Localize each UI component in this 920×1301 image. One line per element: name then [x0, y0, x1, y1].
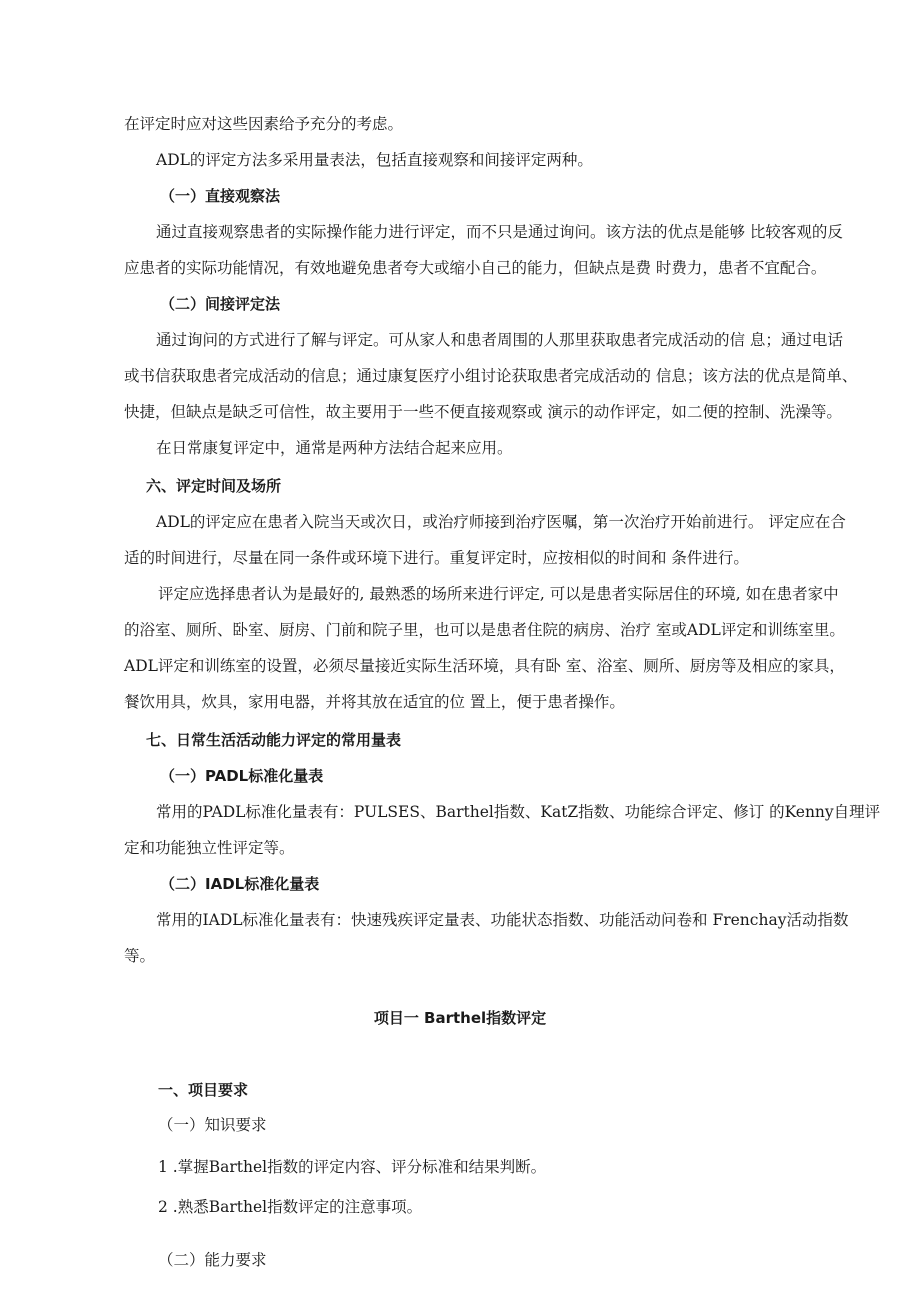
paragraph-text: ADL的评定应在患者入院当天或次日，或治疗师接到治疗医嘱，第一次治疗开始前进行。 评定应在合 [156, 513, 846, 531]
paragraph-text: 适的时间进行，尽量在同一条件或环境下进行。重复评定时，应按相似的时间和 条件进行。 [124, 549, 749, 567]
paragraph-text: ADL评定和训练室的设置，必须尽量接近实际生活环境，具有卧 室、浴室、厕所、厨房等及相应的家具， [124, 657, 845, 675]
paragraph-text: 常用的IADL标准化量表有：快速残疾评定量表、功能状态指数、功能活动问卷和 Frenchay活动指数 [156, 911, 849, 929]
section-heading: 七、日常生活活动能力评定的常用量表 [146, 731, 402, 749]
paragraph-text: 常用的PADL标准化量表有：PULSES、Barthel指数、KatZ指数、功能综合评定、修订 的Kenny自理评 [156, 803, 881, 821]
section-heading: （一）PADL标准化量表 [160, 767, 324, 785]
paragraph-text: 评定应选择患者认为是最好的, 最熟悉的场所来进行评定, 可以是患者实际居住的环境, 如在患者家中 [158, 585, 839, 603]
list-item: 1 .掌握Barthel指数的评定内容、评分标准和结果判断。 [158, 1158, 547, 1176]
paragraph-text: 应患者的实际功能情况，有效地避免患者夸大或缩小自己的能力，但缺点是费 时费力，患者不宜配合。 [124, 259, 827, 277]
section-heading: 一、项目要求 [158, 1081, 249, 1099]
section-heading: （一）直接观察法 [160, 187, 281, 205]
paragraph-text: 在日常康复评定中，通常是两种方法结合起来应用。 [156, 439, 513, 457]
paragraph-text: 等。 [124, 947, 156, 965]
subsection-heading: （一）知识要求 [158, 1116, 267, 1134]
paragraph-text: 餐饮用具，炊具，家用电器，并将其放在适宜的位 置上，便于患者操作。 [124, 693, 625, 711]
paragraph-text: 通过询问的方式进行了解与评定。可从家人和患者周围的人那里获取患者完成活动的信 息；通过电话 [156, 331, 843, 349]
paragraph-text: 定和功能独立性评定等。 [124, 839, 295, 857]
list-item: 2 .熟悉Barthel指数评定的注意事项。 [158, 1198, 423, 1216]
paragraph-text: ADL的评定方法多采用量表法，包括直接观察和间接评定两种。 [156, 151, 593, 169]
paragraph-text: 的浴室、厕所、卧室、厨房、门前和院子里，也可以是患者住院的病房、治疗 室或ADL评定和训练室里。 [124, 621, 845, 639]
project-title: 项目一 Barthel指数评定 [373, 1009, 547, 1027]
paragraph-text: 或书信获取患者完成活动的信息；通过康复医疗小组讨论获取患者完成活动的 信息；该方法的优点是简单、 [124, 367, 858, 385]
subsection-heading: （二）能力要求 [158, 1251, 267, 1269]
paragraph-text: 在评定时应对这些因素给予充分的考虑。 [124, 115, 404, 133]
paragraph-text: 快捷，但缺点是缺乏可信性，故主要用于一些不便直接观察或 演示的动作评定，如二便的控制、洗澡等。 [124, 403, 842, 421]
section-heading: （二）IADL标准化量表 [160, 875, 320, 893]
section-heading: 六、评定时间及场所 [146, 477, 282, 495]
paragraph-text: 通过直接观察患者的实际操作能力进行评定，而不只是通过询问。该方法的优点是能够 比较客观的反 [156, 223, 843, 241]
section-heading: （二）间接评定法 [160, 295, 281, 313]
